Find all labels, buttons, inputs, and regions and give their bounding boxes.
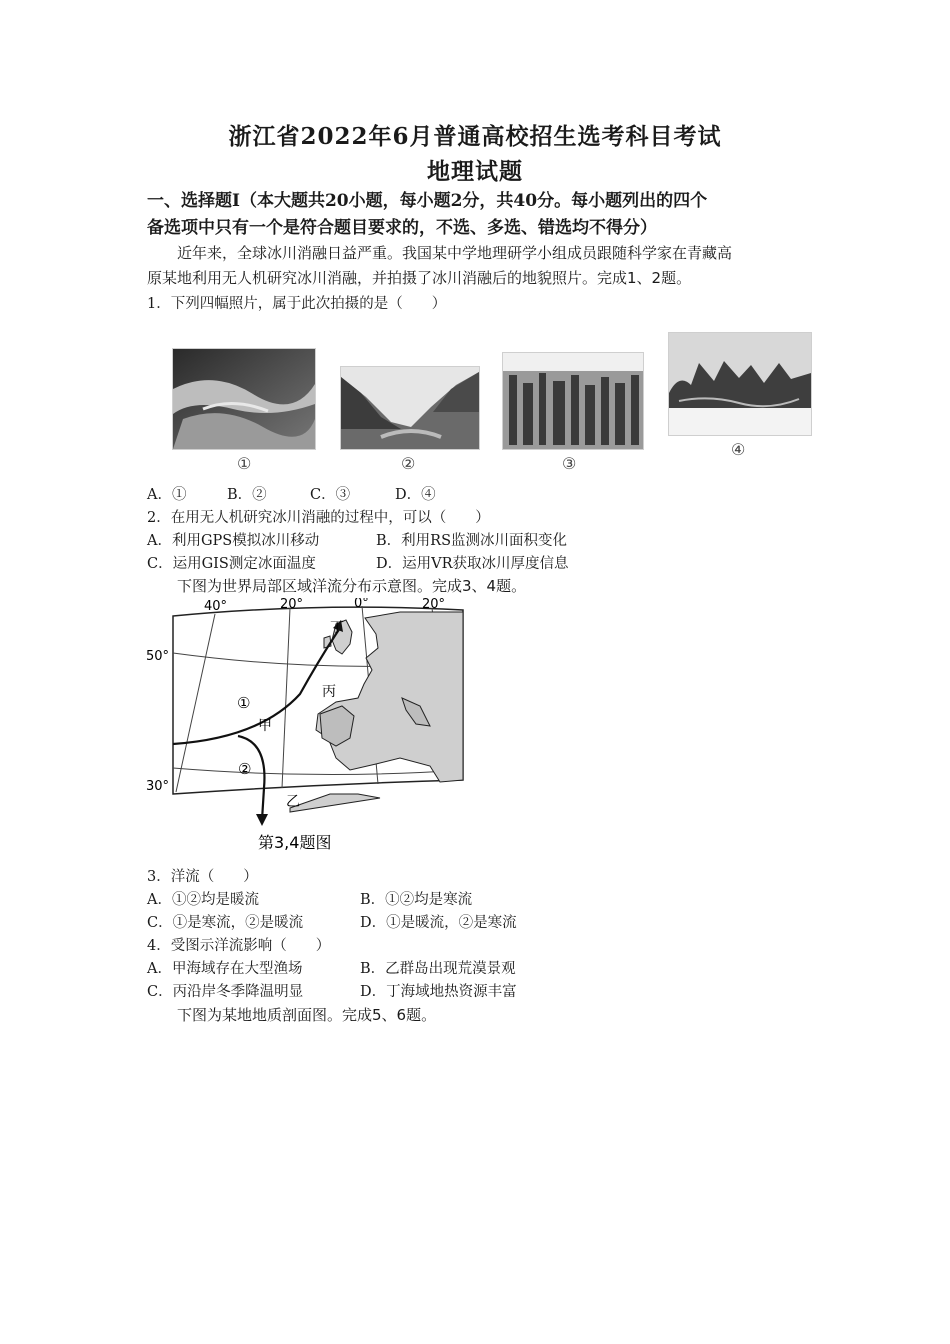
section-heading-line1: 一、选择题Ⅰ（本大题共20小题，每小题2分，共40分。每小题列出的四个 — [147, 191, 708, 211]
q1-option-b[interactable]: B．② — [227, 487, 267, 503]
q2-option-a[interactable]: A．利用GPS模拟冰川移动 — [147, 533, 320, 549]
ocean-current-map — [140, 598, 470, 858]
marker-current1: ① — [237, 694, 251, 712]
lat-label-2: 30° — [146, 779, 170, 794]
marker-bing: 丙 — [322, 684, 336, 700]
lon-label-3: 0° — [354, 598, 369, 611]
q1-option-d[interactable]: D．④ — [395, 487, 436, 503]
q2-option-c[interactable]: C．运用GIS测定冰面温度 — [147, 556, 316, 572]
marker-ding: 丁 — [330, 620, 344, 636]
photo-3 — [502, 352, 644, 450]
glacial-valley-photo-icon — [341, 367, 479, 449]
lon-label-1: 40° — [204, 599, 228, 614]
marker-current2: ② — [238, 760, 252, 778]
marker-yi: 乙 — [286, 794, 300, 810]
q4-option-b[interactable]: B．乙群岛出现荒漠景观 — [360, 961, 516, 977]
passage2-intro: 下图为世界局部区域洋流分布示意图。完成3、4题。 — [177, 577, 527, 595]
q4-stem: 4．受图示洋流影响（ ） — [147, 938, 331, 954]
exam-subtitle: 地理试题 — [427, 158, 523, 185]
photo-1 — [172, 348, 316, 450]
photo-label-2: ② — [401, 454, 416, 473]
yardang-photo-icon — [669, 333, 811, 435]
q1-option-a[interactable]: A．① — [147, 487, 187, 503]
q4-option-a[interactable]: A．甲海域存在大型渔场 — [147, 961, 303, 977]
passage1-line2: 原某地利用无人机研究冰川消融，并拍摄了冰川消融后的地貌照片。完成1、2题。 — [147, 269, 692, 287]
stone-forest-photo-icon — [503, 353, 643, 449]
q2-option-d[interactable]: D．运用VR获取冰川厚度信息 — [376, 556, 569, 572]
passage3-intro: 下图为某地地质剖面图。完成5、6题。 — [177, 1006, 437, 1024]
photo-4 — [668, 332, 812, 436]
photo-label-3: ③ — [562, 454, 577, 473]
photo-2 — [340, 366, 480, 450]
q2-stem: 2．在用无人机研究冰川消融的过程中，可以（ ） — [147, 510, 490, 526]
q3-option-b[interactable]: B．①②均是寒流 — [360, 892, 473, 908]
q3-option-c[interactable]: C．①是寒流，②是暖流 — [147, 915, 304, 931]
lat-label-1: 50° — [146, 649, 170, 664]
marker-jia: 甲 — [258, 718, 272, 734]
lon-label-4: 20° — [422, 598, 446, 612]
photo-label-4: ④ — [731, 440, 746, 459]
passage1-line1: 近年来，全球冰川消融日益严重。我国某中学地理研学小组成员跟随科学家在青藏高 — [177, 244, 733, 262]
dune-photo-icon — [173, 349, 315, 449]
q1-option-c[interactable]: C．③ — [310, 487, 351, 503]
photo-label-1: ① — [237, 454, 252, 473]
q4-option-c[interactable]: C．丙沿岸冬季降温明显 — [147, 984, 304, 1000]
q3-option-a[interactable]: A．①②均是暖流 — [147, 892, 259, 908]
exam-title: 浙江省2022年6月普通高校招生选考科目考试 — [228, 123, 722, 150]
q3-option-d[interactable]: D．①是暖流，②是寒流 — [360, 915, 517, 931]
section-heading-line2: 备选项中只有一个是符合题目要求的，不选、多选、错选均不得分） — [147, 218, 657, 238]
lon-label-2: 20° — [280, 598, 304, 612]
q1-stem: 1．下列四幅照片，属于此次拍摄的是（ ） — [147, 296, 447, 312]
map-caption: 第3,4题图 — [258, 833, 332, 852]
q2-option-b[interactable]: B．利用RS监测冰川面积变化 — [376, 533, 568, 549]
q3-stem: 3．洋流（ ） — [147, 869, 258, 885]
q4-option-d[interactable]: D．丁海域地热资源丰富 — [360, 984, 517, 1000]
